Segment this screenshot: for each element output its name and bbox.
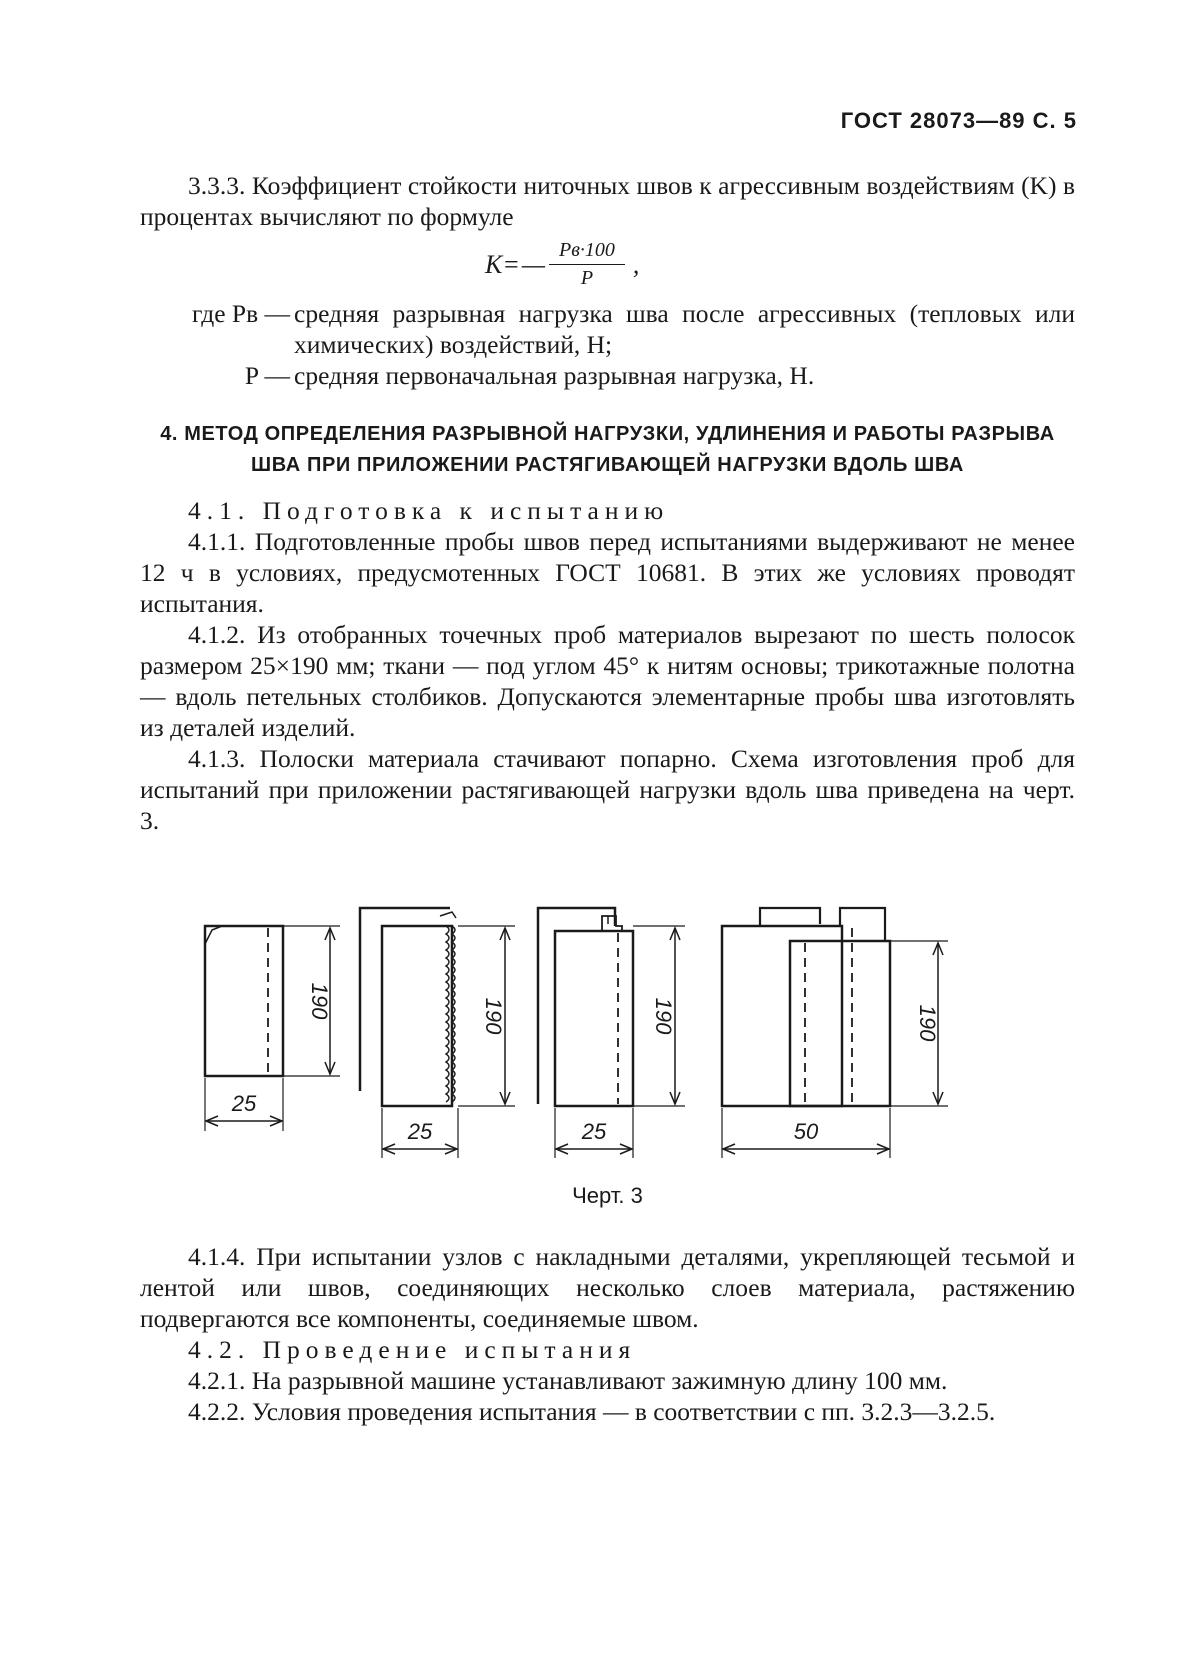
- subsection-4-2-title: 4.2. Проведение испытания: [188, 1335, 637, 1364]
- dim-label: 25: [581, 1119, 607, 1144]
- legend-row: [140, 360, 1075, 391]
- specimen-4: [722, 908, 948, 1158]
- figure-3: [140, 866, 1075, 1176]
- paragraph-4-1-4: 4.1.4. При испытании узлов с накладными деталями, укрепляющей тесьмой и лентой или швов, соединяющих несколько слоев материала, растяжению подвергаются все компоненты, соединяемые швом.: [140, 1242, 1075, 1333]
- paragraph-4-2-2: 4.2.2. Условия проведения испытания — в соответствии с пп. 3.2.3—3.2.5.: [188, 1397, 996, 1426]
- paragraph-4-1-1: 4.1.1. Подготовленные пробы швов перед испытаниями выдерживают не менее 12 ч в условиях, предусмотенных ГОСТ 10681. В этих же условиях проводят испытания.: [140, 527, 1075, 618]
- legend-symbol: где Pв —: [192, 299, 290, 328]
- dim-label: 190: [651, 997, 676, 1035]
- page-header: ГОСТ 28073—89 С. 5: [840, 108, 1077, 133]
- legend-row: [140, 298, 1075, 360]
- figure-caption: Черт. 3: [572, 1183, 643, 1208]
- legend-symbol: P —: [244, 361, 290, 390]
- subsection-4-1-title: 4.1. Подготовка к испытанию: [188, 496, 670, 525]
- dim-label: 190: [915, 1004, 940, 1042]
- dim-label: 50: [793, 1119, 819, 1144]
- document-body: [140, 170, 1075, 1427]
- paragraph-4-1-3: 4.1.3. Полоски материала стачивают попарно. Схема изготовления проб для испытаний при приложении растягивающей нагрузки вдоль шва приведена на черт. 3.: [140, 744, 1075, 835]
- specimen-1: [205, 926, 340, 1131]
- figure-3-drawing: [140, 866, 1075, 1176]
- dim-label: 190: [307, 982, 332, 1020]
- dim-label: 25: [407, 1119, 433, 1144]
- formula-fraction: [549, 238, 625, 290]
- paragraph-3-3-3: 3.3.3. Коэффициент стойкости ниточных швов к агрессивным воздействиям (K) в процентах вычисляют по формуле: [140, 171, 1075, 231]
- formula-denominator: P: [580, 267, 594, 289]
- paragraph-4-2-1: 4.2.1. На разрывной машине устанавливают зажимную длину 100 мм.: [188, 1366, 948, 1395]
- legend-definition: средняя разрывная нагрузка шва после агрессивных (тепловых или химических) воздействий, Н;: [294, 299, 1075, 359]
- formula: K= — $\frac{Pв\cdot 100}{P}$ ,: [485, 239, 640, 289]
- formula-numerator: Pв·100: [549, 238, 625, 265]
- dim-label: 190: [481, 997, 506, 1035]
- formula-tail: ,: [632, 249, 640, 279]
- formula-legend: [140, 298, 1075, 391]
- legend-definition: средняя первоначальная разрывная нагрузка, Н.: [294, 361, 815, 390]
- paragraph-4-1-2: 4.1.2. Из отобранных точечных проб материалов вырезают по шесть полосок размером 25×190 мм; ткани — под углом 45° к нитям основы; трикотажные полотна — вдоль петельных столбиков. Допускаются элементарные пробы шва изготовлять из деталей изделий.: [140, 620, 1075, 742]
- section-4-heading: 4. МЕТОД ОПРЕДЕЛЕНИЯ РАЗРЫВНОЙ НАГРУЗКИ, УДЛИНЕНИЯ И РАБОТЫ РАЗРЫВА ШВА ПРИ ПРИЛОЖЕНИИ РАСТЯГИВАЮЩЕЙ НАГРУЗКИ ВДОЛЬ ШВА: [160, 423, 1055, 476]
- dim-label: 25: [231, 1091, 257, 1116]
- formula-lhs: K=: [485, 249, 520, 279]
